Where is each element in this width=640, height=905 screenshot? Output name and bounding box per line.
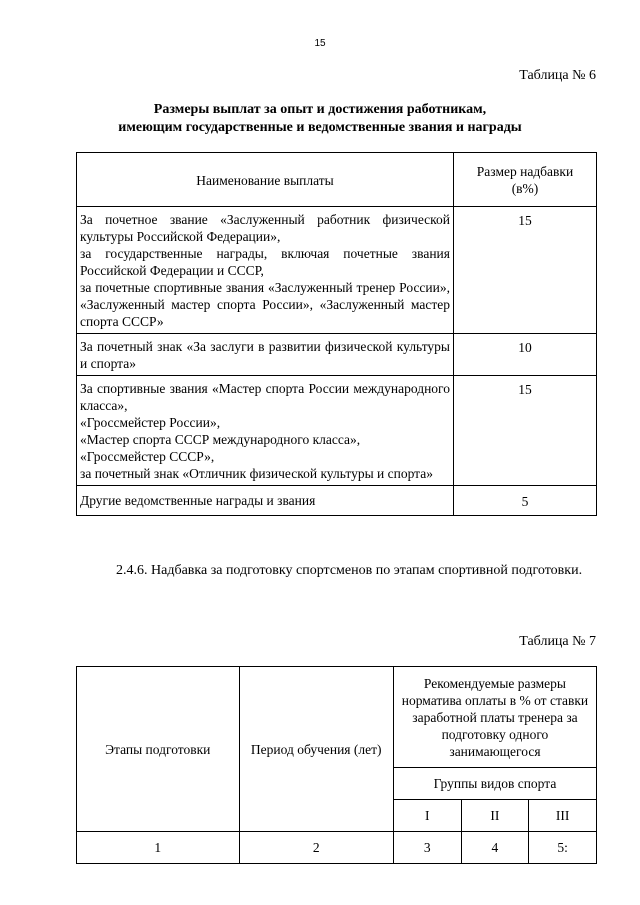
paragraph-2-4-6: 2.4.6. Надбавка за подготовку спортсменов по этапам спортивной подготовки. [116,563,583,578]
header-norm: Рекомендуемые размеры норматива оплаты в % от ставки заработной платы тренера за подготовку одного занимающегося [393,667,596,768]
header-group-1: I [393,800,461,832]
payments-table [76,152,597,516]
column-number: 3 [393,832,461,864]
header-period: Период обучения (лет) [239,667,393,832]
row-name-line: за почетный знак «Отличник физической культуры и спорта» [80,466,433,481]
row-name-line: «Гроссмейстер СССР», [80,449,215,464]
table-7-caption: Таблица № 7 [519,634,596,649]
header-group-2: II [461,800,529,832]
row-name-line: за почетные спортивные звания «Заслуженный тренер России», «Заслуженный мастер спорта России», «Заслуженный мастер спорта СССР» [80,280,450,329]
table-6-title-line-2: имеющим государственные и ведомственные звания и награды [118,120,522,135]
table-row [77,486,597,516]
table-row [77,832,597,864]
header-stages: Этапы подготовки [77,667,240,832]
row-name-cell [77,376,454,486]
row-name-cell [77,334,454,376]
table-row [77,376,597,486]
training-stages-table [76,666,597,864]
table-row [77,334,597,376]
column-number: 4 [461,832,529,864]
row-name-line: За почетный знак «За заслуги в развитии физической культуры и спорта» [80,339,450,371]
row-value: 5 [454,486,597,516]
row-name-cell [77,486,454,516]
header-bonus-size-text: Размер надбавки (в%) [476,163,574,196]
row-name-line: «Мастер спорта СССР международного класса», [80,432,361,447]
row-value: 15 [454,376,597,486]
header-group-3: III [529,800,597,832]
row-name-line: Другие ведомственные награды и звания [80,493,316,508]
row-value: 15 [454,207,597,334]
header-bonus-size [454,153,597,207]
column-number: 1 [77,832,240,864]
table-header-row [77,153,597,207]
table-row [77,207,597,334]
header-sport-groups: Группы видов спорта [393,768,596,800]
table-header-row [77,667,597,768]
table-6-title [0,101,640,137]
page-number: 15 [314,38,326,49]
row-name-line: «Гроссмейстер России», [80,415,221,430]
column-number: 5: [529,832,597,864]
row-name-line: За спортивные звания «Мастер спорта России международного класса», [80,381,450,413]
row-value: 10 [454,334,597,376]
table-6-caption: Таблица № 6 [519,68,596,83]
column-number: 2 [239,832,393,864]
row-name-line: за государственные награды, включая почетные звания Российской Федерации и СССР, [80,246,450,278]
row-name-cell [77,207,454,334]
table-6-title-line-1: Размеры выплат за опыт и достижения работникам, [153,102,487,117]
row-name-line: За почетное звание «Заслуженный работник физической культуры Российской Федерации», [80,212,450,244]
header-payment-name: Наименование выплаты [77,153,454,207]
